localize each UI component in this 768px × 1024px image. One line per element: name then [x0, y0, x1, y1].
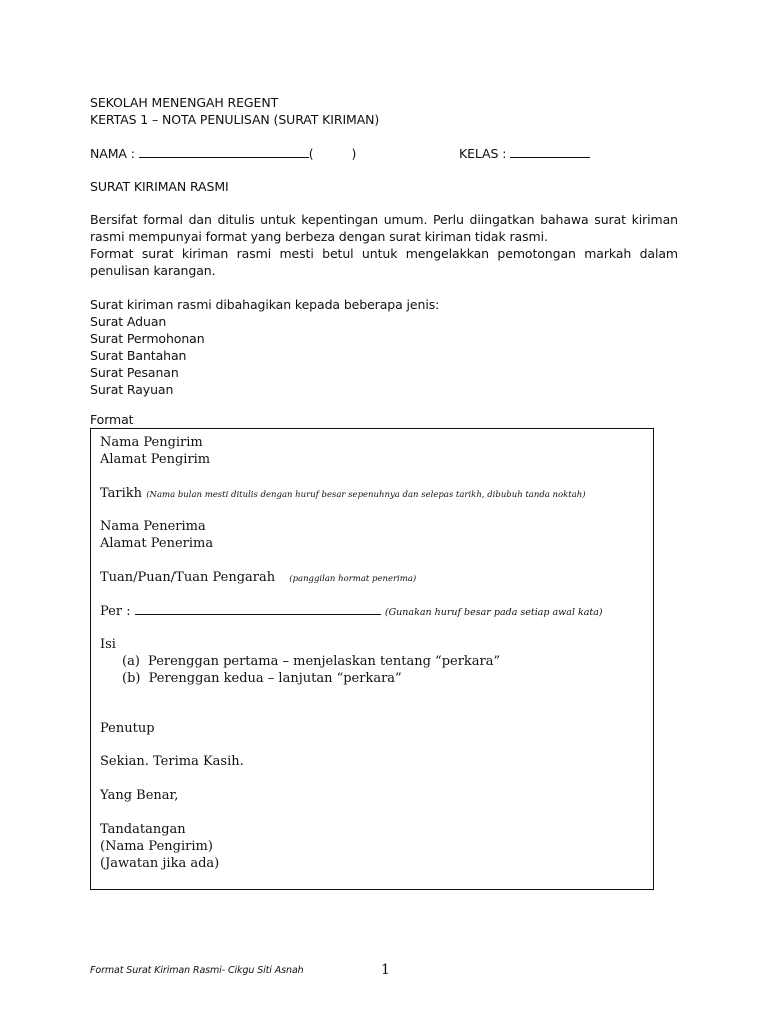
subject-label: Per : — [100, 604, 131, 619]
intro-paragraph-2: Format surat kiriman rasmi mesti betul untuk mengelakkan pemotongan markah dalam penulisan karangan. — [90, 246, 678, 278]
list-item: Surat Pesanan — [90, 365, 179, 380]
name-row — [90, 145, 356, 162]
nama-blank[interactable] — [139, 145, 309, 158]
subject-blank[interactable] — [135, 603, 381, 615]
types-lead: Surat kiriman rasmi dibahagikan kepada beberapa jenis: — [90, 297, 440, 312]
salutation-note: (panggilan hormat penerima) — [289, 574, 417, 584]
sender-name-paren: (Nama Pengirim) — [100, 839, 213, 854]
date-note: (Nama bulan mesti ditulis dengan huruf besar sepenuhnya dan selepas tarikh, dibubuh tanda noktah) — [146, 490, 586, 500]
paren-open: ( — [308, 146, 314, 161]
paper-title: KERTAS 1 – NOTA PENULISAN (SURAT KIRIMAN) — [90, 112, 380, 127]
salutation: Tuan/Puan/Tuan Pengarah — [100, 570, 276, 585]
recipient-address: Alamat Penerima — [100, 536, 214, 551]
class-row — [459, 145, 590, 162]
content-item-b — [122, 670, 402, 687]
content-item-a — [122, 653, 500, 670]
content-item-a-mark: (a) — [122, 654, 140, 669]
sender-name: Nama Pengirim — [100, 435, 203, 450]
school-name: SEKOLAH MENENGAH REGENT — [90, 95, 279, 110]
content-item-a-text: Perenggan pertama – menjelaskan tentang “perkara” — [148, 654, 501, 669]
format-label: Format — [90, 412, 134, 427]
date-row — [100, 485, 586, 504]
yours-truly: Yang Benar, — [100, 788, 179, 803]
paren-close: ) — [351, 146, 357, 161]
salutation-row — [100, 569, 416, 588]
list-item: Surat Rayuan — [90, 382, 174, 397]
list-item: Surat Bantahan — [90, 348, 187, 363]
nama-label: NAMA : — [90, 146, 135, 161]
content-item-b-mark: (b) — [122, 671, 141, 686]
subject-row — [100, 603, 603, 621]
subject-note: (Gunakan huruf besar pada setiap awal kata) — [384, 607, 603, 618]
sender-address: Alamat Pengirim — [100, 452, 211, 467]
recipient-name: Nama Penerima — [100, 519, 206, 534]
list-item: Surat Aduan — [90, 314, 167, 329]
signature-label: Tandatangan — [100, 822, 186, 837]
position-paren: (Jawatan jika ada) — [100, 856, 220, 871]
section-title: SURAT KIRIMAN RASMI — [90, 179, 229, 194]
closing-thanks: Sekian. Terima Kasih. — [100, 754, 244, 769]
format-box — [90, 428, 654, 890]
intro-paragraph-1: Bersifat formal dan ditulis untuk kepentingan umum. Perlu diingatkan bahawa surat kiriman rasmi mempunyai format yang berbeza dengan surat kiriman tidak rasmi. — [90, 212, 678, 244]
list-item: Surat Permohonan — [90, 331, 205, 346]
footer-text: Format Surat Kiriman Rasmi- Cikgu Siti Asnah — [90, 965, 304, 976]
date-label: Tarikh — [100, 486, 143, 501]
kelas-label: KELAS : — [459, 146, 507, 161]
kelas-blank[interactable] — [510, 145, 590, 158]
page-number: 1 — [381, 962, 390, 978]
closing-label: Penutup — [100, 721, 155, 736]
content-item-b-text: Perenggan kedua – lanjutan “perkara” — [148, 671, 402, 686]
content-label: Isi — [100, 637, 116, 652]
